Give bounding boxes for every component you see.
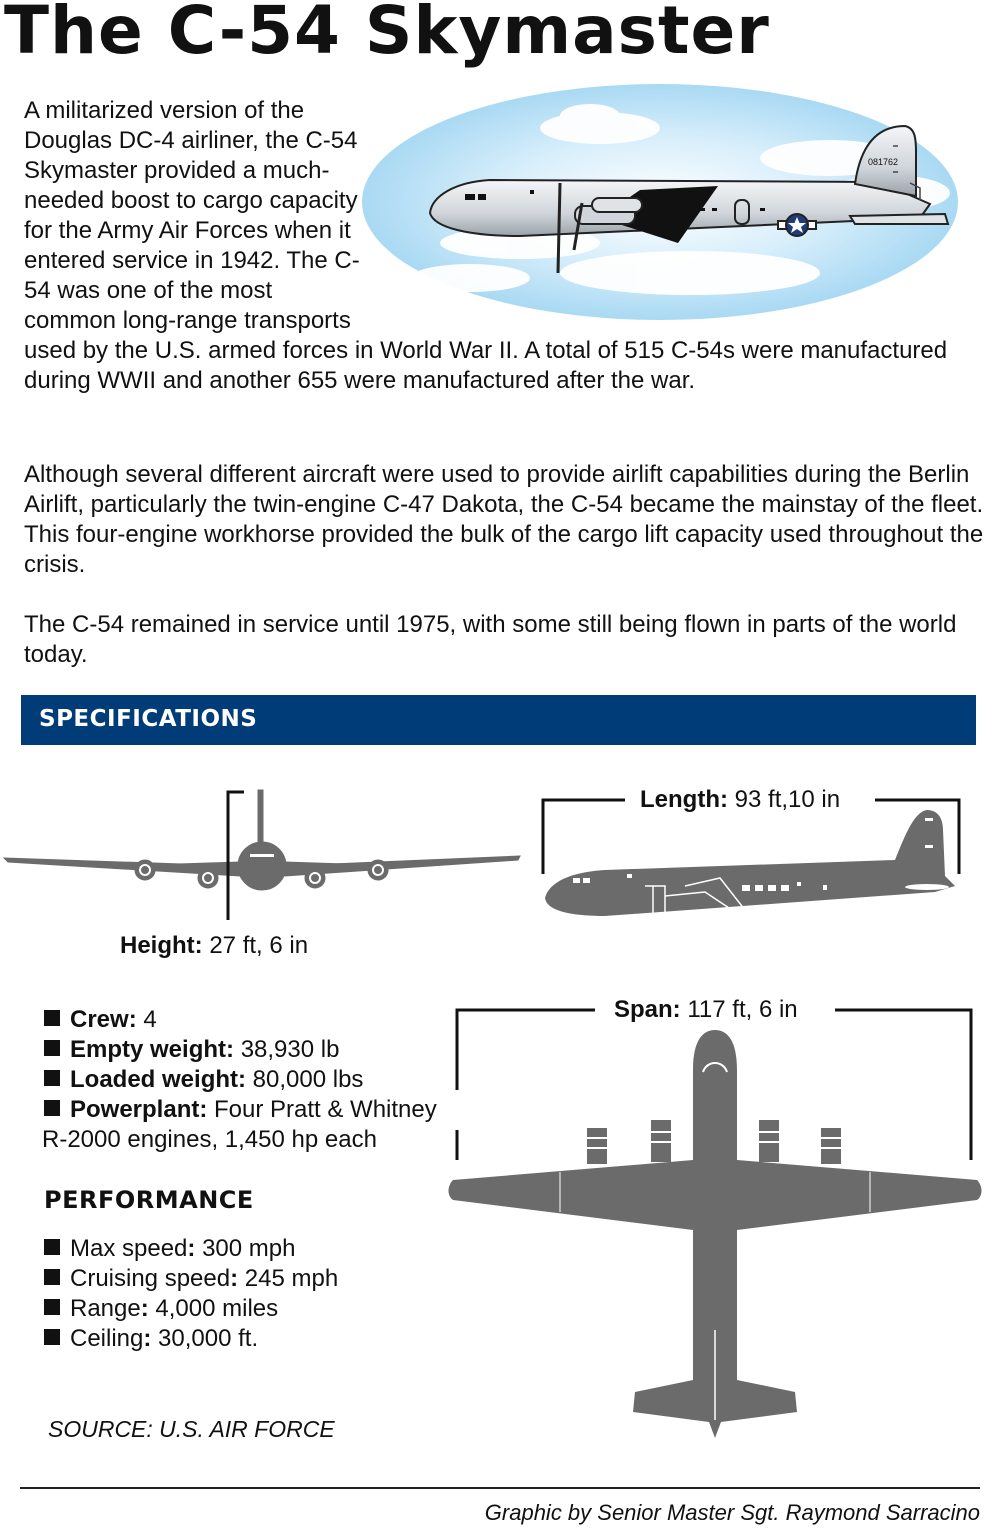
footer-divider xyxy=(20,1487,980,1489)
performance-header: PERFORMANCE xyxy=(44,1186,254,1214)
length-label: Length: 93 ft,10 in xyxy=(628,786,852,814)
performance-list xyxy=(44,1234,338,1354)
spec-crew: Crew: 4 xyxy=(44,1005,437,1035)
specs-list xyxy=(44,1005,437,1155)
spec-powerplant: Powerplant: Four Pratt & Whitney xyxy=(44,1095,437,1125)
perf-max-speed: Max speed: 300 mph xyxy=(44,1234,338,1264)
paragraph-berlin-airlift: Although several different aircraft were used to provide airlift capabilities during the Berlin Airlift, particularly the twin-engine C-47 Dakota, the C-54 became the mainstay of the fleet. This four-engine workhorse provided the bulk of the cargo lift capacity used throughout the crisis. xyxy=(24,461,984,578)
front-view-silhouette xyxy=(0,780,530,930)
specifications-header-bar xyxy=(21,695,976,745)
intro-paragraph: A militarized version of the Douglas DC-4 airliner, the C-54 Skymaster provided a much-needed boost to cargo capacity for the Army Air Forces when it entered service in 1942. The C-54 was one of the most common long-range transports used by the U.S. armed forces in World War II. A total of 515 C-54s were manufactured during WWII and another 655 were manufactured after the war. xyxy=(24,97,948,394)
spec-powerplant-continued: R-2000 engines, 1,450 hp each xyxy=(42,1126,377,1153)
perf-ceiling: Ceiling: 30,000 ft. xyxy=(44,1324,338,1354)
spec-loaded-weight: Loaded weight: 80,000 lbs xyxy=(44,1065,437,1095)
paragraph-service: The C-54 remained in service until 1975, with some still being flown in parts of the world today. xyxy=(24,611,957,668)
specifications-header: SPECIFICATIONS xyxy=(39,706,258,732)
page-title: The C-54 Skymaster xyxy=(4,0,770,69)
perf-cruising-speed: Cruising speed: 245 mph xyxy=(44,1264,338,1294)
span-label: Span: 117 ft, 6 in xyxy=(602,996,810,1024)
source-note: SOURCE: U.S. AIR FORCE xyxy=(48,1416,335,1442)
tail-number: 081762 xyxy=(868,157,899,167)
perf-range: Range: 4,000 miles xyxy=(44,1294,338,1324)
spec-empty-weight: Empty weight: 38,930 lb xyxy=(44,1035,437,1065)
graphic-credit: Graphic by Senior Master Sgt. Raymond Sarracino xyxy=(484,1500,980,1525)
top-view-silhouette xyxy=(445,1000,985,1440)
height-label: Height: 27 ft, 6 in xyxy=(108,932,320,960)
